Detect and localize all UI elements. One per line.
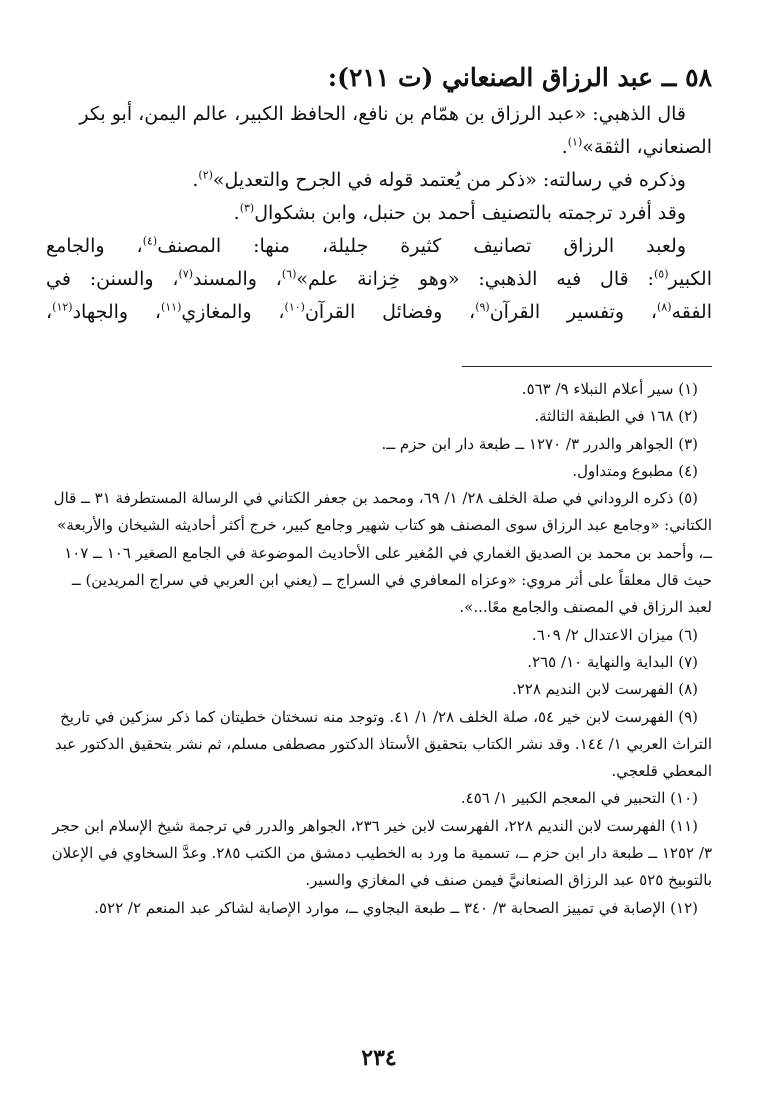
paragraph-text: وقد أفرد ترجمته بالتصنيف أحمد بن حنبل، وابن بشكوال — [254, 202, 686, 224]
footnote-divider — [462, 366, 712, 367]
works-text: ولعبد الرزاق تصانيف كثيرة جليلة، منها: المصنف — [157, 235, 686, 257]
footnote-4: (٤) مطبوع ومتداول. — [572, 461, 698, 480]
footnote-12: (١٢) الإصابة في تمييز الصحابة ٣/ ٣٤٠ ــ طبعة البجاوي ــ، موارد الإصابة لشاكر عبد المنعم ٢/ ٥٢٢. — [94, 898, 698, 917]
works-text: ، وفضائل القرآن — [304, 301, 476, 323]
works-text: ، وتفسير القرآن — [489, 301, 657, 323]
footnote-ref: (١٢) — [52, 300, 73, 314]
paragraph-dhahabi — [46, 98, 712, 164]
footnote-ref: (٨) — [657, 300, 672, 314]
footnote-2: (٢) ١٦٨ في الطبقة الثالثة. — [534, 407, 698, 426]
footnote-ref: (١١) — [160, 300, 182, 314]
entry-heading: ٥٨ ــ عبد الرزاق الصنعاني (ت ٢١١): — [327, 63, 712, 92]
paragraph-text: . — [192, 169, 199, 191]
footnote-7: (٧) البداية والنهاية ١٠/ ٢٦٥. — [527, 652, 698, 671]
page-number: ٢٣٤ — [361, 1045, 397, 1071]
footnote-6: (٦) ميزان الاعتدال ٢/ ٦٠٩. — [531, 625, 698, 644]
footnote-10: (١٠) التحبير في المعجم الكبير ١/ ٤٥٦. — [460, 789, 698, 808]
works-text: ، والسنن: في — [46, 268, 179, 290]
footnotes — [46, 376, 712, 922]
main-text — [46, 98, 712, 329]
works-text: الكبير — [668, 268, 712, 290]
works-text: ، — [46, 301, 53, 323]
footnote-ref: (٩) — [475, 300, 490, 314]
paragraph-biographies — [46, 197, 712, 230]
footnote-ref: (٦) — [281, 267, 297, 281]
footnote-1: (١) سير أعلام النبلاء ٩/ ٥٦٣. — [521, 380, 698, 398]
works-text: ، والمسند — [193, 268, 282, 290]
footnote-ref: (١٠) — [284, 300, 305, 314]
works-text: ، والجهاد — [72, 301, 161, 323]
works-text: ، والجامع — [46, 235, 143, 257]
paragraph-risala — [46, 164, 712, 197]
footnote-11: (١١) الفهرست لابن النديم ٢٢٨، الفهرست لابن خير ٢٣٦، الجواهر والدرر في ترجمة شيخ الإسلام ابن حجر ٣/ ١٢٥٢ ــ طبعة دار ابن حزم ــ، تسمية ما ورد به الخطيب دمشق من الكتب ٢٨٥. وعدَّ السخاوي في الإعلان بالتوبيخ ٥٢٥ عبد الرزاق الصنعانيَّ فيمن صنف في المغازي والسير. — [51, 816, 712, 890]
footnote-ref: (٣) — [239, 201, 255, 215]
works-line-3 — [46, 296, 712, 329]
works-text: : قال فيه الذهبي: «وهو خِزانة علم» — [296, 268, 654, 290]
footnote-ref: (٧) — [178, 267, 194, 281]
footnote-8: (٨) الفهرست لابن النديم ٢٢٨. — [511, 680, 698, 699]
paragraph-text: قال الذهبي: «عبد الرزاق بن همّام بن نافع، الحافظ الكبير، عالم اليمن، أبو بكر الصنعاني، الثقة» — [79, 103, 712, 158]
footnote-5: (٥) ذكره الروداني في صلة الخلف ٢٨/ ١/ ٦٩، ومحمد بن جعفر الكتاني في الرسالة المستطرفة ٣١ ــ قال الكتاني: «وجامع عبد الرزاق سوى المصنف هو كتاب شهير وجامع كبير، خرج أكثر أحاديثه الشيخان والأربعة» ــ، وأحمد بن محمد بن الصديق الغماري في المُغير على الأحاديث الموضوعة في الجامع الصغير ١٠٦ ــ ١٠٧ حيث قال معلقاً على أثر مروي: «وعزاه المعافري في السراج ــ (يعني ابن العربي في سراج المريدين) ــ لعبد الرزاق في المصنف والجامع معًا...». — [53, 489, 712, 617]
footnote-ref: (٢) — [198, 168, 213, 182]
paragraph-text: . — [561, 136, 568, 158]
footnote-ref: (١) — [567, 135, 583, 149]
footnote-ref: (٥) — [653, 267, 669, 281]
footnote-3: (٣) الجواهر والدرر ٣/ ١٢٧٠ ــ طبعة دار ابن حزم ــ. — [381, 434, 698, 453]
works-line-2 — [46, 263, 712, 296]
works-text: الفقه — [671, 301, 712, 323]
footnote-ref: (٤) — [142, 234, 158, 248]
works-text: ، والمغازي — [181, 301, 285, 323]
paragraph-text: وذكره في رسالته: «ذكر من يُعتمد قوله في الجرح والتعديل» — [212, 169, 686, 191]
footnote-9: (٩) الفهرست لابن خير ٥٤، صلة الخلف ٢٨/ ١/ ٤١. وتوجد منه نسختان خطيتان كما ذكر سزكين في تاريخ التراث العربي ١/ ١٤٤. وقد نشر الكتاب بتحقيق الأستاذ الدكتور مصطفى مسلم، ثم نشر بتحقيق الدكتور عبد المعطي قلعجي. — [54, 707, 712, 781]
works-line-1 — [46, 230, 712, 263]
paragraph-text: . — [233, 202, 240, 224]
